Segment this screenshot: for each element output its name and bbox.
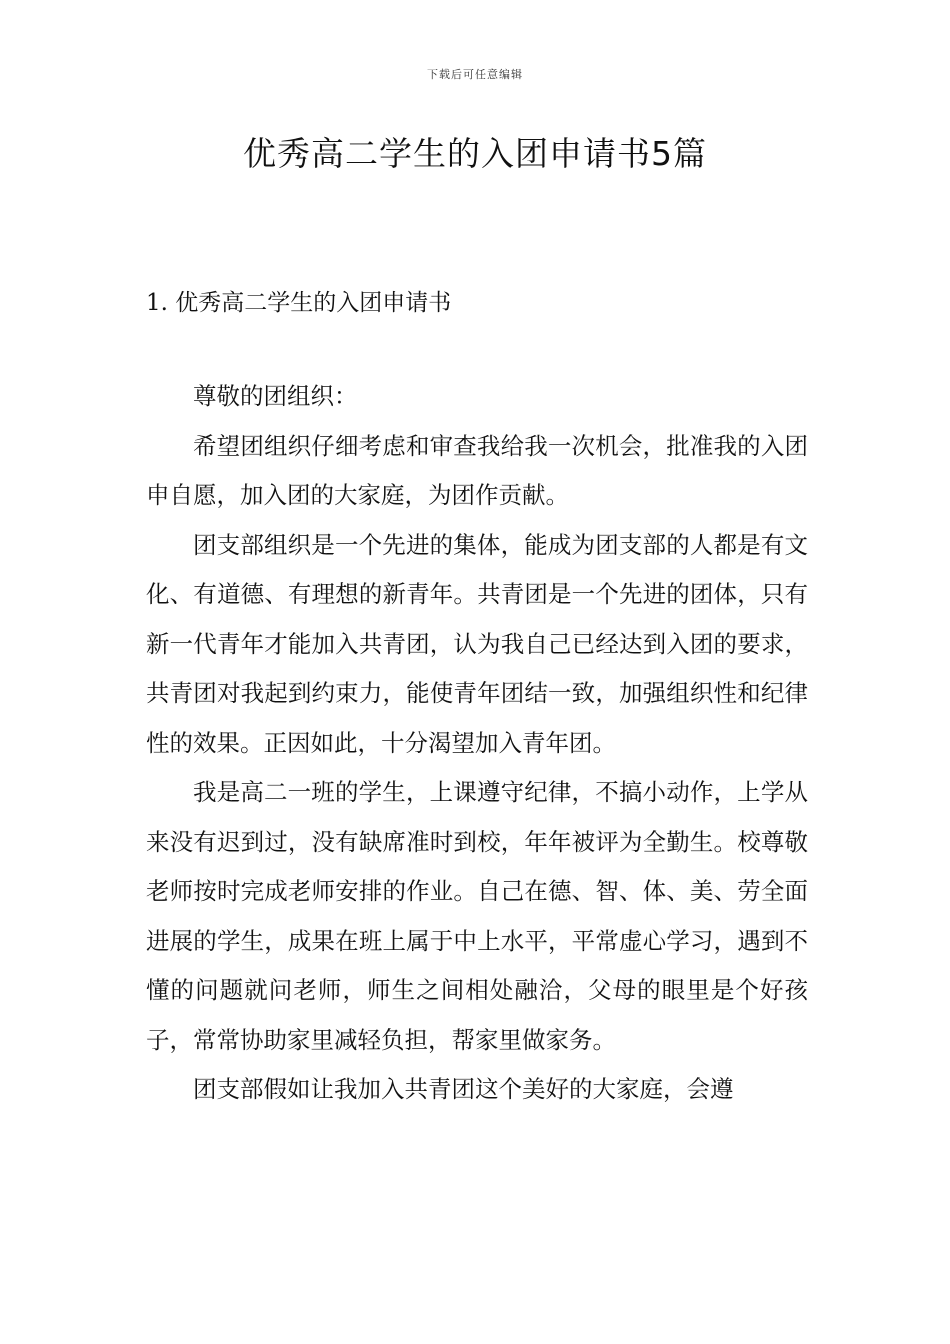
body-paragraph: 团支部组织是一个先进的集体，能成为团支部的人都是有文化、有道德、有理想的新青年。共青团是一个先进的团体，只有新一代青年才能加入共青团，认为我自己已经达到入团的要求，共青团对我起到约束力，能使青年团结一致，加强组织性和纪律性的效果。正因如此，十分渴望加入青年团。 bbox=[146, 530, 808, 757]
salutation-paragraph: 尊敬的团组织： bbox=[193, 382, 358, 410]
body-paragraph: 希望团组织仔细考虑和审查我给我一次机会，批准我的入团申自愿，加入团的大家庭，为团作贡献。 bbox=[146, 431, 808, 509]
body-paragraph: 我是高二一班的学生，上课遵守纪律，不搞小动作，上学从来没有迟到过，没有缺席准时到校，年年被评为全勤生。校尊敬老师按时完成老师安排的作业。自己在德、智、体、美、劳全面进展的学生，成果在班上属于中上水平，平常虚心学习，遇到不懂的问题就问老师，师生之间相处融洽，父母的眼里是个好孩子，常常协助家里减轻负担，帮家里做家务。 bbox=[146, 778, 808, 1054]
section-heading: 1. 优秀高二学生的入团申请书 bbox=[146, 290, 452, 316]
header-note: 下载后可任意编辑 bbox=[427, 68, 523, 81]
document-title: 优秀高二学生的入团申请书5篇 bbox=[243, 134, 707, 173]
document-body bbox=[146, 372, 808, 1115]
body-paragraph: 团支部假如让我加入共青团这个美好的大家庭，会遵 bbox=[193, 1075, 734, 1103]
